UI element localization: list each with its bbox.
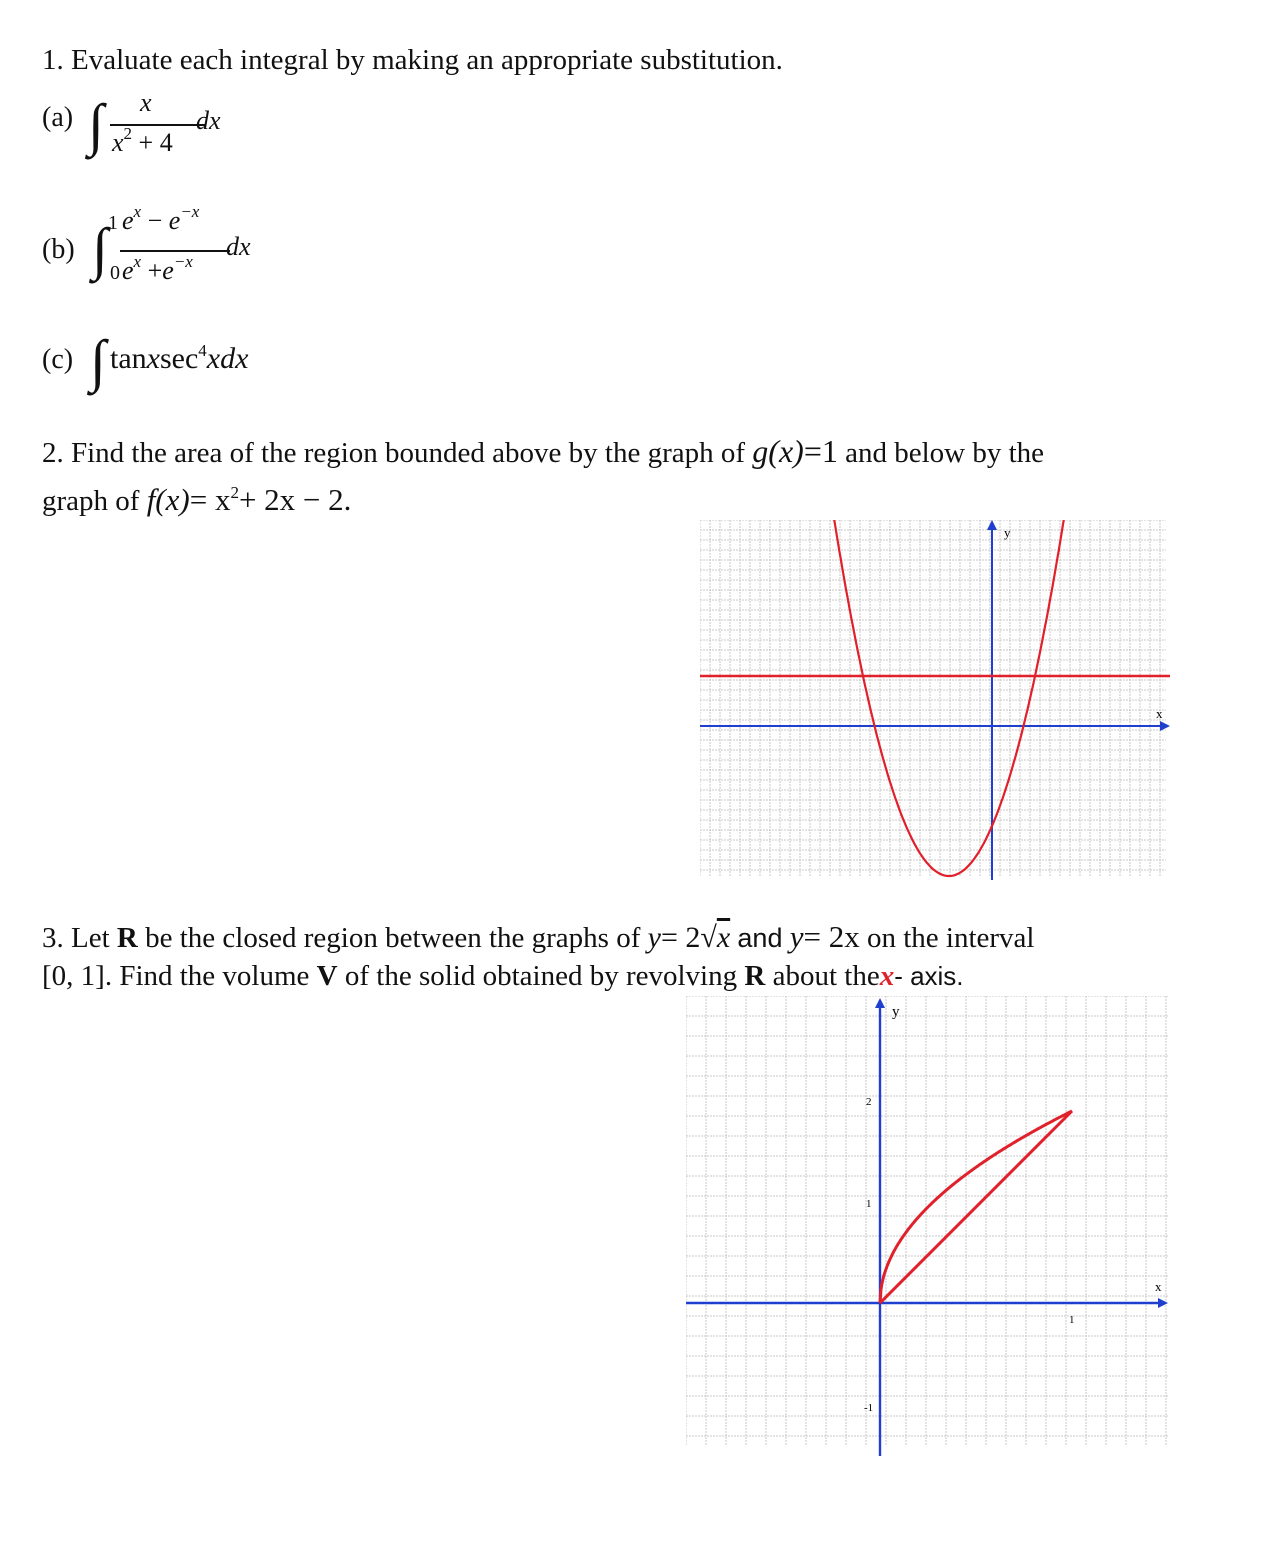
q3-line2: [0, 1]. Find the volume V of the solid obtained by revolving R about thex- axis. xyxy=(42,960,964,992)
q1b-denominator: $e^x +e^{-x}$ xyxy=(122,252,193,285)
q2-graph xyxy=(700,520,1170,880)
q1a-integral xyxy=(88,88,238,164)
y-axis-label: y xyxy=(1004,525,1011,540)
line-2x xyxy=(880,1111,1072,1303)
q1b-dx: dx xyxy=(226,232,251,261)
grid xyxy=(686,996,1168,1446)
tick-label-neg1: -1 xyxy=(864,1402,874,1414)
q1a-label: (a) xyxy=(42,102,74,133)
x-axis-label: x xyxy=(1155,1279,1162,1294)
q1b-integral xyxy=(92,200,282,300)
q1c-label: (c) xyxy=(42,344,74,375)
q3-graph xyxy=(686,996,1170,1458)
q1b-lower-limit: 0 xyxy=(110,262,120,284)
q1a-denominator: $x^2 + 4$ xyxy=(112,124,173,157)
integral-sign: ∫ xyxy=(88,92,104,157)
q1c-integrand: tanxsec$^4$xdx xyxy=(110,341,249,375)
q2-line2: graph of $f(x)= x^2+ 2x - 2$. xyxy=(42,482,352,517)
x-axis-label: x xyxy=(1156,706,1163,721)
y-axis-label: y xyxy=(892,1004,900,1020)
f-parabola xyxy=(781,520,1116,876)
q1-prompt: 1. Evaluate each integral by making an appropriate substitution. xyxy=(42,44,783,76)
q1a-numerator: x xyxy=(140,88,152,117)
integral-sign: ∫ xyxy=(92,216,108,281)
q1b-label: (b) xyxy=(42,234,75,265)
grid xyxy=(700,520,1166,876)
integral-sign: ∫ xyxy=(90,328,106,393)
q2-line1: 2. Find the area of the region bounded above by the graph of g(x)=1 and below by the xyxy=(42,433,1045,469)
q1c-integral xyxy=(90,330,290,400)
q1a-dx: dx xyxy=(196,106,221,135)
tick-label-1: 1 xyxy=(866,1198,872,1210)
q3-line1: 3. Let R be the closed region between the graphs of y= 2√x and y= 2x on the interval xyxy=(42,919,1035,954)
tick-label-2: 2 xyxy=(866,1096,872,1108)
q1b-upper-limit: 1 xyxy=(108,212,118,234)
q1b-numerator: $e^x - e^{-x}$ xyxy=(122,202,200,235)
tick-label-x1: 1 xyxy=(1069,1314,1075,1326)
y-axis-arrow xyxy=(987,520,997,530)
y-axis-arrow xyxy=(875,998,885,1008)
